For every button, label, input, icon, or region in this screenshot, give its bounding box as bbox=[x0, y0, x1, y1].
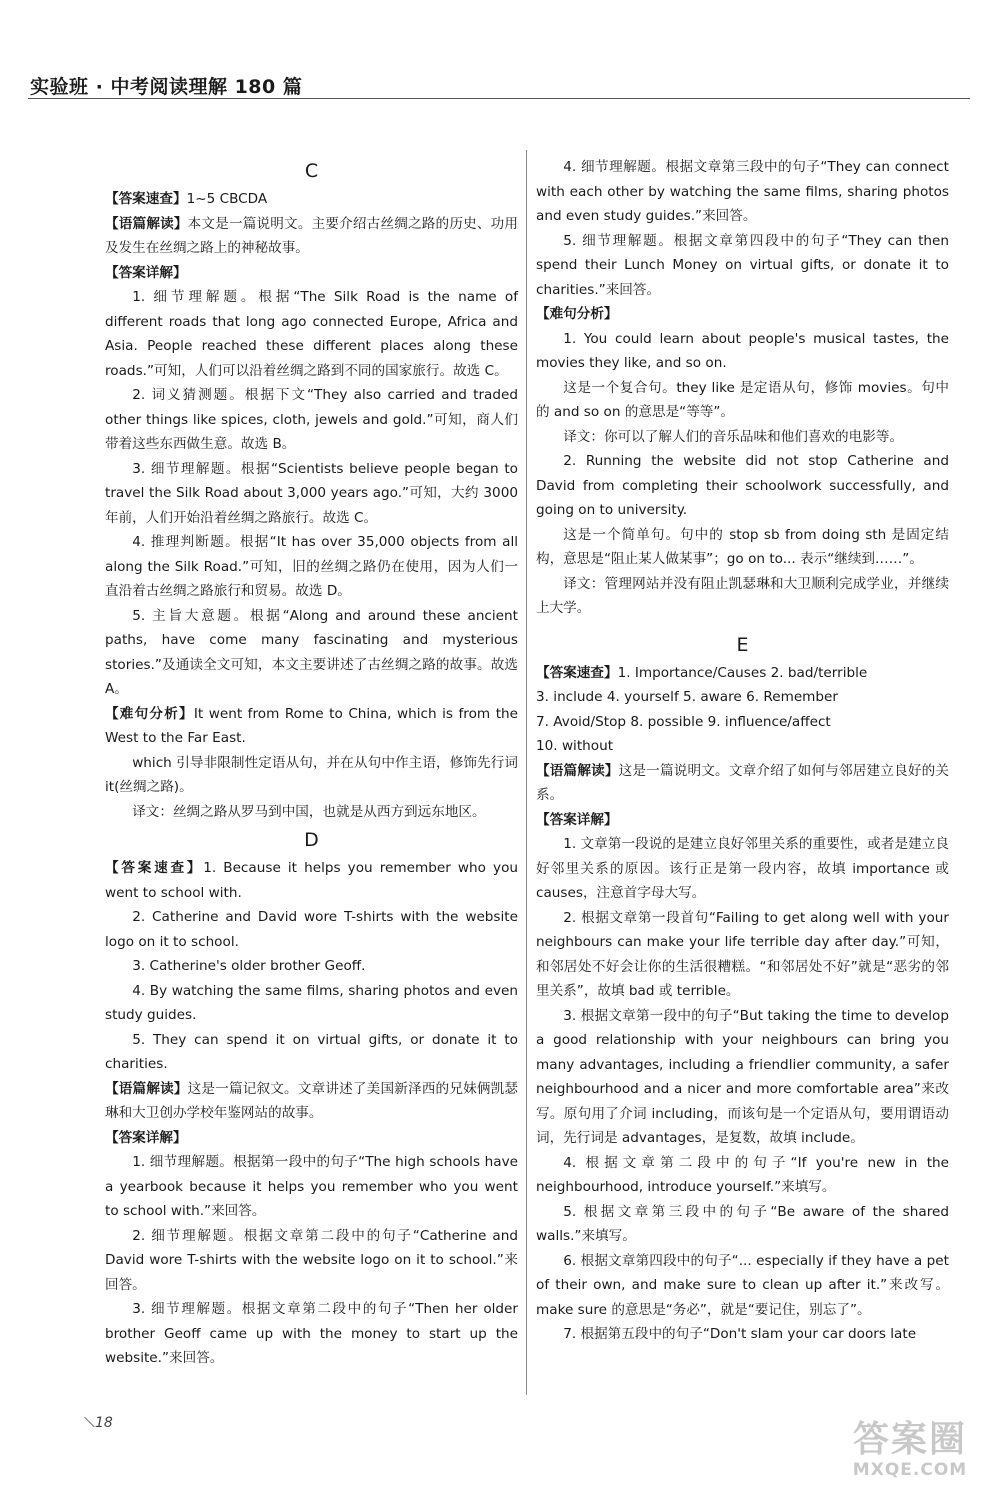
detail-d-3: 3. 细节理解题。根据文章第二段中的句子“Then her older brother Geoff came up with the money to start up the website.”来回答。 bbox=[105, 1301, 518, 1366]
watermark-top: 答案圈 bbox=[852, 1419, 967, 1460]
detail-e-5: 5. 根据文章第三段中的句子“Be aware of the shared walls.”来填写。 bbox=[536, 1203, 949, 1244]
answers-tag: 【答案速查】 bbox=[105, 191, 187, 207]
answers-d-4: 4. By watching the same films, sharing photos and even study guides. bbox=[105, 982, 518, 1023]
answers-e-4: 10. without bbox=[536, 738, 614, 754]
detail-e-1: 1. 文章第一段说的是建立良好邻里关系的重要性，或者是建立良好邻里关系的原因。该行正是第一段内容，故填 importance 或 causes，注意首字母大写。 bbox=[536, 836, 949, 901]
difficult-tag: 【难句分析】 bbox=[105, 705, 194, 722]
header-rule bbox=[28, 98, 970, 99]
answers-d-5: 5. They can spend it on virtual gifts, or donate it to charities. bbox=[105, 1031, 518, 1072]
detail-e-7: 7. 根据第五段中的句子“Don't slam your car doors late bbox=[563, 1326, 917, 1342]
difficult-tag-d: 【难句分析】 bbox=[536, 306, 618, 322]
difficult-d-2-translation: 译文：管理网站并没有阻止凯瑟琳和大卫顺利完成学业，并继续上大学。 bbox=[536, 575, 949, 616]
left-column bbox=[105, 155, 518, 1371]
difficult-d-1: 1. You could learn about people's musical tastes, the movies they like, and so on. bbox=[536, 330, 949, 371]
running-header: 实验班 · 中考阅读理解 180 篇 bbox=[30, 76, 303, 98]
answers-text: 1. Importance/Causes 2. bad/terrible bbox=[617, 664, 868, 681]
overview-e bbox=[536, 759, 949, 808]
detail-d-4: 4. 细节理解题。根据文章第三段中的句子“They can connect with each other by watching the same films, sharing photos and even study guides.”来回答。 bbox=[536, 159, 949, 224]
analysis-c: which 引导非限制性定语从句，并在从句中作主语，修饰先行词 it(丝绸之路)。 bbox=[105, 754, 518, 795]
section-title-d: D bbox=[304, 829, 319, 851]
overview-c bbox=[105, 212, 518, 261]
answers-c bbox=[105, 187, 518, 212]
difficult-d-2: 2. Running the website did not stop Catherine and David from completing their schoolwork successfully, and going on to university. bbox=[536, 453, 949, 518]
overview-text: 本文是一篇说明文。主要介绍古丝绸之路的历史、功用及发生在丝绸之路上的神秘故事。 bbox=[105, 215, 519, 256]
answers-text: 1~5 CBCDA bbox=[186, 191, 268, 207]
detail-e-3: 3. 根据文章第一段中的句子“But taking the time to develop a good relationship with your neighbours can bring you many advantages, including a friendlier community, a safer neighbourhood and a nicer and more comfortable area”来改写。原句用了介词 including，而该句是一个定语从句，要用谓语动词，先行词是 advantages，是复数，故填 include。 bbox=[536, 1007, 949, 1146]
section-title-c: C bbox=[304, 160, 319, 182]
detail-tag-c: 【答案详解】 bbox=[105, 264, 187, 281]
overview-d bbox=[105, 1077, 518, 1126]
detail-c-1: 1. 细节理解题。根据“The Silk Road is the name of different roads that long ago connected Europe, Africa and Asia. People reached these different places along these roads.”可知，人们可以沿着丝绸之路到不同的国家旅行。故选 C。 bbox=[105, 289, 518, 379]
overview-tag: 【语篇解读】 bbox=[105, 1080, 188, 1097]
detail-tag-d: 【答案详解】 bbox=[105, 1129, 187, 1146]
overview-text: 这是一篇记叙文。文章讲述了美国新泽西的兄妹俩凯瑟琳和大卫创办学校年鉴网站的故事。 bbox=[105, 1080, 519, 1121]
overview-tag: 【语篇解读】 bbox=[536, 762, 619, 779]
difficult-d-1-translation: 译文：你可以了解人们的音乐品味和他们喜欢的电影等。 bbox=[563, 428, 904, 445]
detail-d-2: 2. 细节理解题。根据文章第二段中的句子“Catherine and David wore T-shirts with the website logo on it to school.”来回答。 bbox=[105, 1227, 518, 1293]
difficult-c bbox=[105, 702, 518, 751]
answers-e-2: 3. include 4. yourself 5. aware 6. Remember bbox=[536, 689, 839, 705]
watermark-logo bbox=[840, 1420, 980, 1482]
page-number: 18 bbox=[95, 1415, 113, 1431]
watermark-bottom: MXQE.COM bbox=[852, 1460, 968, 1480]
translation-c: 译文：丝绸之路从罗马到中国，也就是从西方到远东地区。 bbox=[132, 803, 486, 820]
overview-tag: 【语篇解读】 bbox=[105, 215, 188, 232]
answers-text: 1. Because it helps you remember who you went to school with. bbox=[105, 860, 519, 901]
answers-tag: 【答案速查】 bbox=[536, 664, 618, 681]
detail-d-1: 1. 细节理解题。根据第一段中的句子“The high schools have a yearbook because it helps you remember who you went to school with.”来回答。 bbox=[105, 1154, 518, 1219]
answers-e-3: 7. Avoid/Stop 8. possible 9. influence/affect bbox=[536, 713, 831, 730]
detail-e-6: 6. 根据文章第四段中的句子“... especially if they have a pet of their own, and make sure to clean up after it.”来改写。make sure 的意思是“务必”，就是“要记住，别忘了”。 bbox=[536, 1252, 949, 1318]
difficult-text: It went from Rome to China, which is from the West to the Far East. bbox=[105, 705, 519, 746]
detail-e-4: 4. 根据文章第二段中的句子“If you're new in the neighbourhood, introduce yourself.”来填写。 bbox=[536, 1154, 949, 1195]
answers-d-2: 2. Catherine and David wore T-shirts with the website logo on it to school. bbox=[105, 909, 518, 950]
difficult-d-1-analysis: 这是一个复合句。they like 是定语从句，修饰 movies。句中的 and so on 的意思是“等等”。 bbox=[536, 379, 949, 420]
difficult-d-2-analysis: 这是一个简单句。句中的 stop sb from doing sth 是固定结构，意思是“阻止某人做某事”；go on to... 表示“继续到……”。 bbox=[536, 526, 949, 567]
detail-c-2: 2. 词义猜测题。根据下文“They also carried and traded other things like spices, cloth, jewels and gold.”可知，商人们带着这些东西做生意。故选 B。 bbox=[105, 387, 518, 452]
detail-c-3: 3. 细节理解题。根据“Scientists believe people began to travel the Silk Road about 3,000 years ago.”可知，大约 3000 年前，人们开始沿着丝绸之路旅行。故选 C。 bbox=[105, 460, 518, 526]
detail-c-4: 4. 推理判断题。根据“It has over 35,000 objects from all along the Silk Road.”可知，旧的丝绸之路仍在使用，因为人们一直沿着古丝绸之路旅行和贸易。故选 D。 bbox=[105, 534, 518, 599]
answers-d-3: 3. Catherine's older brother Geoff. bbox=[132, 958, 366, 974]
column-divider bbox=[526, 150, 527, 1395]
answers-d-1 bbox=[105, 856, 518, 905]
detail-d-5: 5. 细节理解题。根据文章第四段中的句子“They can then spend their Lunch Money on virtual gifts, or donate it to charities.”来回答。 bbox=[536, 232, 949, 298]
right-column bbox=[536, 155, 949, 1347]
answers-e-1 bbox=[536, 661, 949, 686]
overview-text: 这是一篇说明文。文章介绍了如何与邻居建立良好的关系。 bbox=[536, 762, 950, 803]
detail-tag-e: 【答案详解】 bbox=[536, 811, 618, 828]
detail-e-2: 2. 根据文章第一段首句“Failing to get along well with your neighbours can make your life terrible day after day.”可知，和邻居处不好会让你的生活很糟糕。“和邻居处不好”就是“恶劣的邻里关系”，故填 bad 或 terrible。 bbox=[536, 909, 949, 999]
section-title-e: E bbox=[736, 633, 749, 656]
answers-tag: 【答案速查】 bbox=[105, 860, 204, 876]
detail-c-5: 5. 主旨大意题。根据“Along and around these ancient paths, have come many fascinating and mysterious stories.”及通读全文可知，本文主要讲述了古丝绸之路的故事。故选 A。 bbox=[105, 607, 518, 697]
